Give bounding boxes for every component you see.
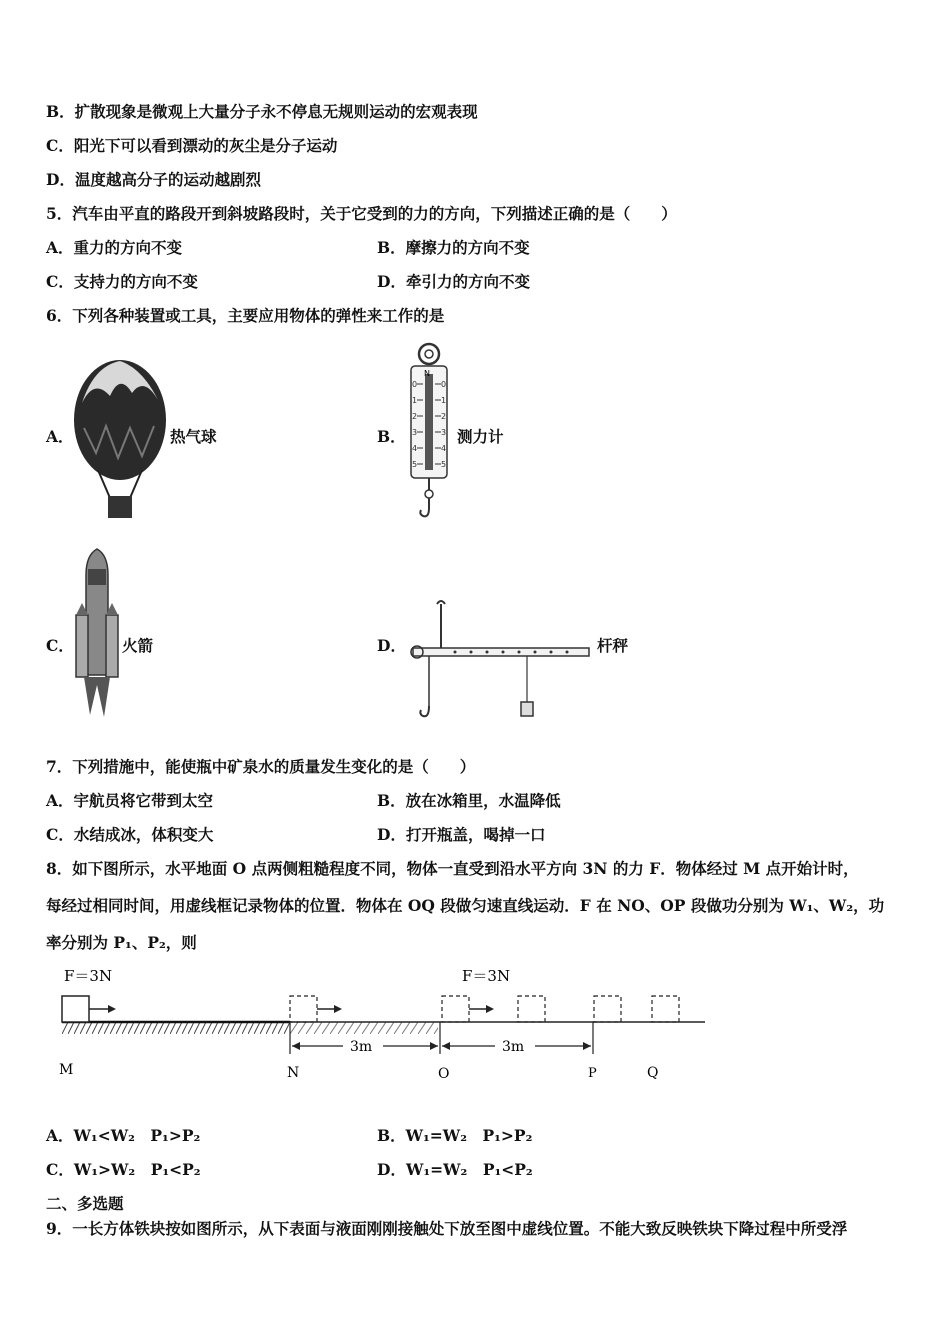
q5-option-a: A．重力的方向不变 — [46, 238, 183, 257]
q4-option-b: B．扩散现象是微观上大量分子永不停息无规则运动的宏观表现 — [46, 102, 478, 121]
scale-number: 3 — [441, 428, 447, 437]
section-title-multiple-choice: 二、多选题 — [46, 1194, 124, 1213]
q6-stem: 6．下列各种装置或工具，主要应用物体的弹性来工作的是 — [46, 306, 445, 325]
q8-option-d: D．W₁=W₂ P₁<P₂ — [377, 1160, 533, 1179]
object-at-m — [62, 996, 89, 1022]
scale-number: 5 — [412, 460, 418, 469]
rocket-image — [72, 545, 122, 725]
q7-stem: 7．下列措施中，能使瓶中矿泉水的质量发生变化的是（ ） — [46, 757, 476, 776]
q6-option-c-letter: C． — [46, 636, 74, 655]
scale-number: 1 — [412, 396, 418, 405]
q5-option-d: D．牵引力的方向不变 — [377, 272, 530, 291]
q6-option-d-letter: D． — [377, 636, 406, 655]
q5-option-c: C．支持力的方向不变 — [46, 272, 198, 291]
q6-option-a-name: 热气球 — [170, 427, 217, 446]
hot-air-balloon-image — [72, 358, 172, 523]
q9-stem: 9．一长方体铁块按如图所示，从下表面与液面刚刚接触处下放至图中虚线位置。不能大致反映铁块下降过程中所受浮 — [46, 1219, 848, 1238]
scale-number: 5 — [441, 460, 447, 469]
q4-option-c: C．阳光下可以看到漂动的灰尘是分子运动 — [46, 136, 338, 155]
scale-number: 0 — [441, 380, 447, 389]
q4-option-d: D．温度越高分子的运动越剧烈 — [46, 170, 261, 189]
scale-number: 0 — [412, 380, 418, 389]
q8-option-b: B．W₁=W₂ P₁>P₂ — [377, 1126, 533, 1145]
spring-scale-image — [405, 340, 455, 525]
q8-stem-line-2: 每经过相同时间，用虚线框记录物体的位置．物体在 OQ 段做匀速直线运动．F 在 NO、OP 段做功分别为 W₁、W₂，功 — [46, 896, 885, 915]
q7-option-d: D．打开瓶盖，喝掉一口 — [377, 825, 546, 844]
point-label-n: N — [287, 1065, 300, 1081]
scale-number: 4 — [441, 444, 447, 453]
force-label-1: F＝3N — [64, 967, 113, 985]
scale-top-letter: N — [424, 369, 430, 378]
point-label-p: P — [588, 1066, 597, 1081]
q8-stem-line-3: 率分别为 P₁、P₂，则 — [46, 933, 197, 952]
scale-number: 2 — [441, 412, 447, 421]
q5-option-b: B．摩擦力的方向不变 — [377, 238, 530, 257]
q7-option-a: A．宇航员将它带到太空 — [46, 791, 214, 810]
position-box-q — [652, 996, 679, 1022]
force-label-2: F＝3N — [462, 967, 511, 985]
point-label-m: M — [59, 1062, 74, 1078]
position-box-o — [442, 996, 469, 1022]
scale-number: 1 — [441, 396, 447, 405]
q8-option-a: A．W₁<W₂ P₁>P₂ — [46, 1126, 201, 1145]
position-box-p — [594, 996, 621, 1022]
distance-label-op: 3m — [502, 1039, 525, 1055]
position-box — [518, 996, 545, 1022]
scale-number: 3 — [412, 428, 418, 437]
scale-number: 2 — [412, 412, 418, 421]
steelyard-image — [405, 598, 595, 726]
q6-option-c-name: 火箭 — [122, 636, 154, 655]
scale-number: 4 — [412, 444, 418, 453]
point-label-q: Q — [647, 1065, 659, 1081]
q7-option-b: B．放在冰箱里，水温降低 — [377, 791, 561, 810]
q8-stem-line-1: 8．如下图所示，水平地面 O 点两侧粗糙程度不同，物体一直受到沿水平方向 3N 的力 F．物体经过 M 点开始计时， — [46, 859, 859, 878]
q7-option-c: C．水结成冰，体积变大 — [46, 825, 214, 844]
q6-option-b-name: 测力计 — [457, 427, 504, 446]
q8-motion-diagram — [50, 962, 720, 1087]
q5-stem: 5．汽车由平直的路段开到斜坡路段时，关于它受到的力的方向，下列描述正确的是（ ） — [46, 204, 677, 223]
q6-option-d-name: 杆秤 — [597, 636, 629, 655]
q6-option-a-letter: A． — [46, 427, 74, 446]
rough-ground-mn — [62, 1022, 290, 1034]
point-label-o: O — [438, 1066, 450, 1082]
q6-option-b-letter: B． — [377, 427, 406, 446]
q8-option-c: C．W₁>W₂ P₁<P₂ — [46, 1160, 201, 1179]
position-box-n — [290, 996, 317, 1022]
rough-ground-no — [290, 1022, 438, 1034]
distance-label-no: 3m — [350, 1039, 373, 1055]
